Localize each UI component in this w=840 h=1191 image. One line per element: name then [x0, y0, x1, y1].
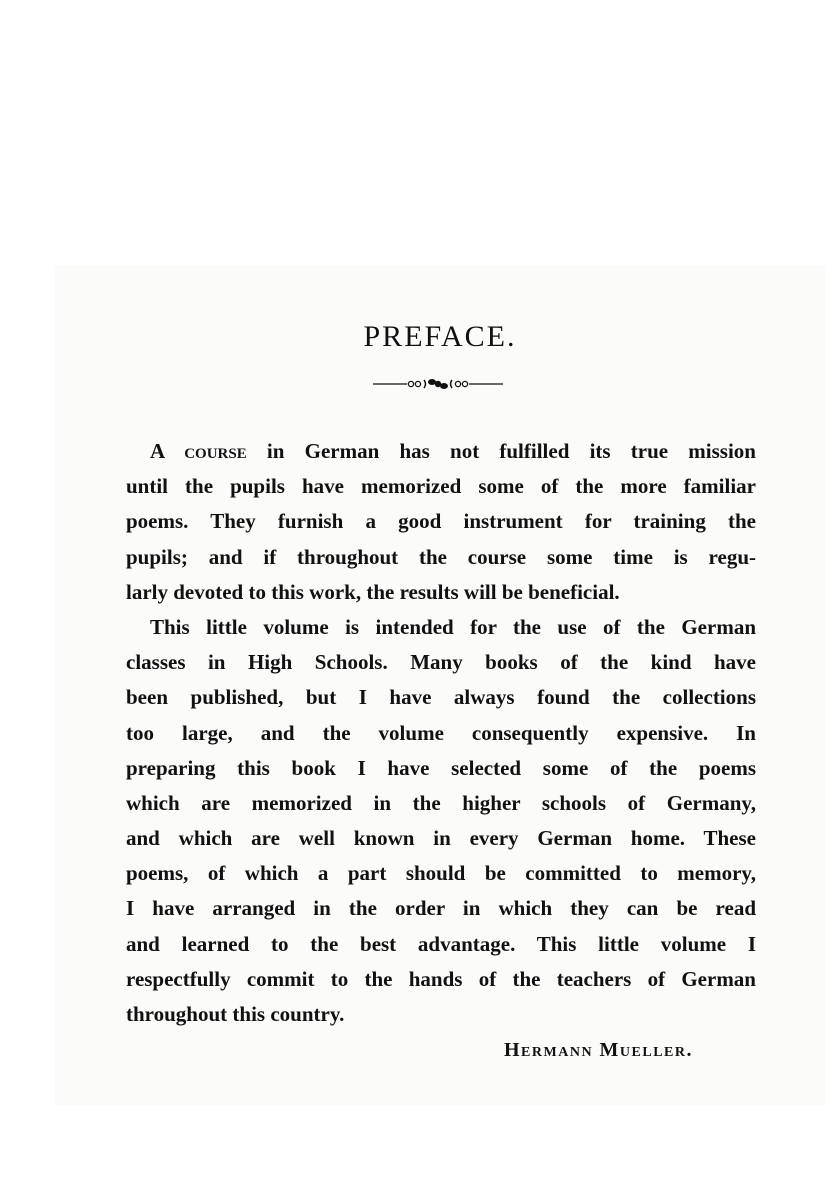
page-title: PREFACE. — [363, 320, 517, 354]
paragraph-2 — [126, 610, 756, 1032]
text-line: This little volume is intended for the use of the German — [150, 614, 756, 639]
text-line: I have arranged in the order in which they can be read — [126, 896, 756, 921]
author-signature: Hermann Mueller. — [504, 1039, 693, 1061]
text-line: classes in High Schools. Many books of the kind have — [126, 650, 756, 675]
preface-body — [126, 434, 756, 1032]
text-line: until the pupils have memorized some of the more familiar — [126, 474, 756, 499]
text-line: A course in German has not fulfilled its true mission — [150, 439, 756, 463]
text-line: poems, of which a part should be committed to memory, — [126, 861, 756, 886]
text-line: too large, and the volume consequently expensive. In — [126, 720, 756, 745]
ornamental-divider-icon — [373, 374, 503, 394]
text-line: poems. They furnish a good instrument for training the — [126, 509, 756, 534]
text-line: been published, but I have always found the collections — [126, 685, 756, 710]
text-line: throughout this country. — [126, 1002, 345, 1026]
text-line: larly devoted to this work, the results will be beneficial. — [126, 579, 620, 604]
text-line: preparing this book I have selected some of the poems — [126, 755, 756, 780]
text-line: which are memorized in the higher schools of Germany, — [126, 790, 756, 815]
small-caps-lead: A course — [150, 439, 247, 463]
paragraph-1 — [126, 434, 756, 610]
text-line: respectfully commit to the hands of the teachers of German — [126, 966, 756, 991]
text-line: and learned to the best advantage. This little volume I — [126, 931, 756, 956]
text-line: pupils; and if throughout the course some time is regu- — [126, 544, 756, 569]
text-line: and which are well known in every German home. These — [126, 826, 756, 851]
